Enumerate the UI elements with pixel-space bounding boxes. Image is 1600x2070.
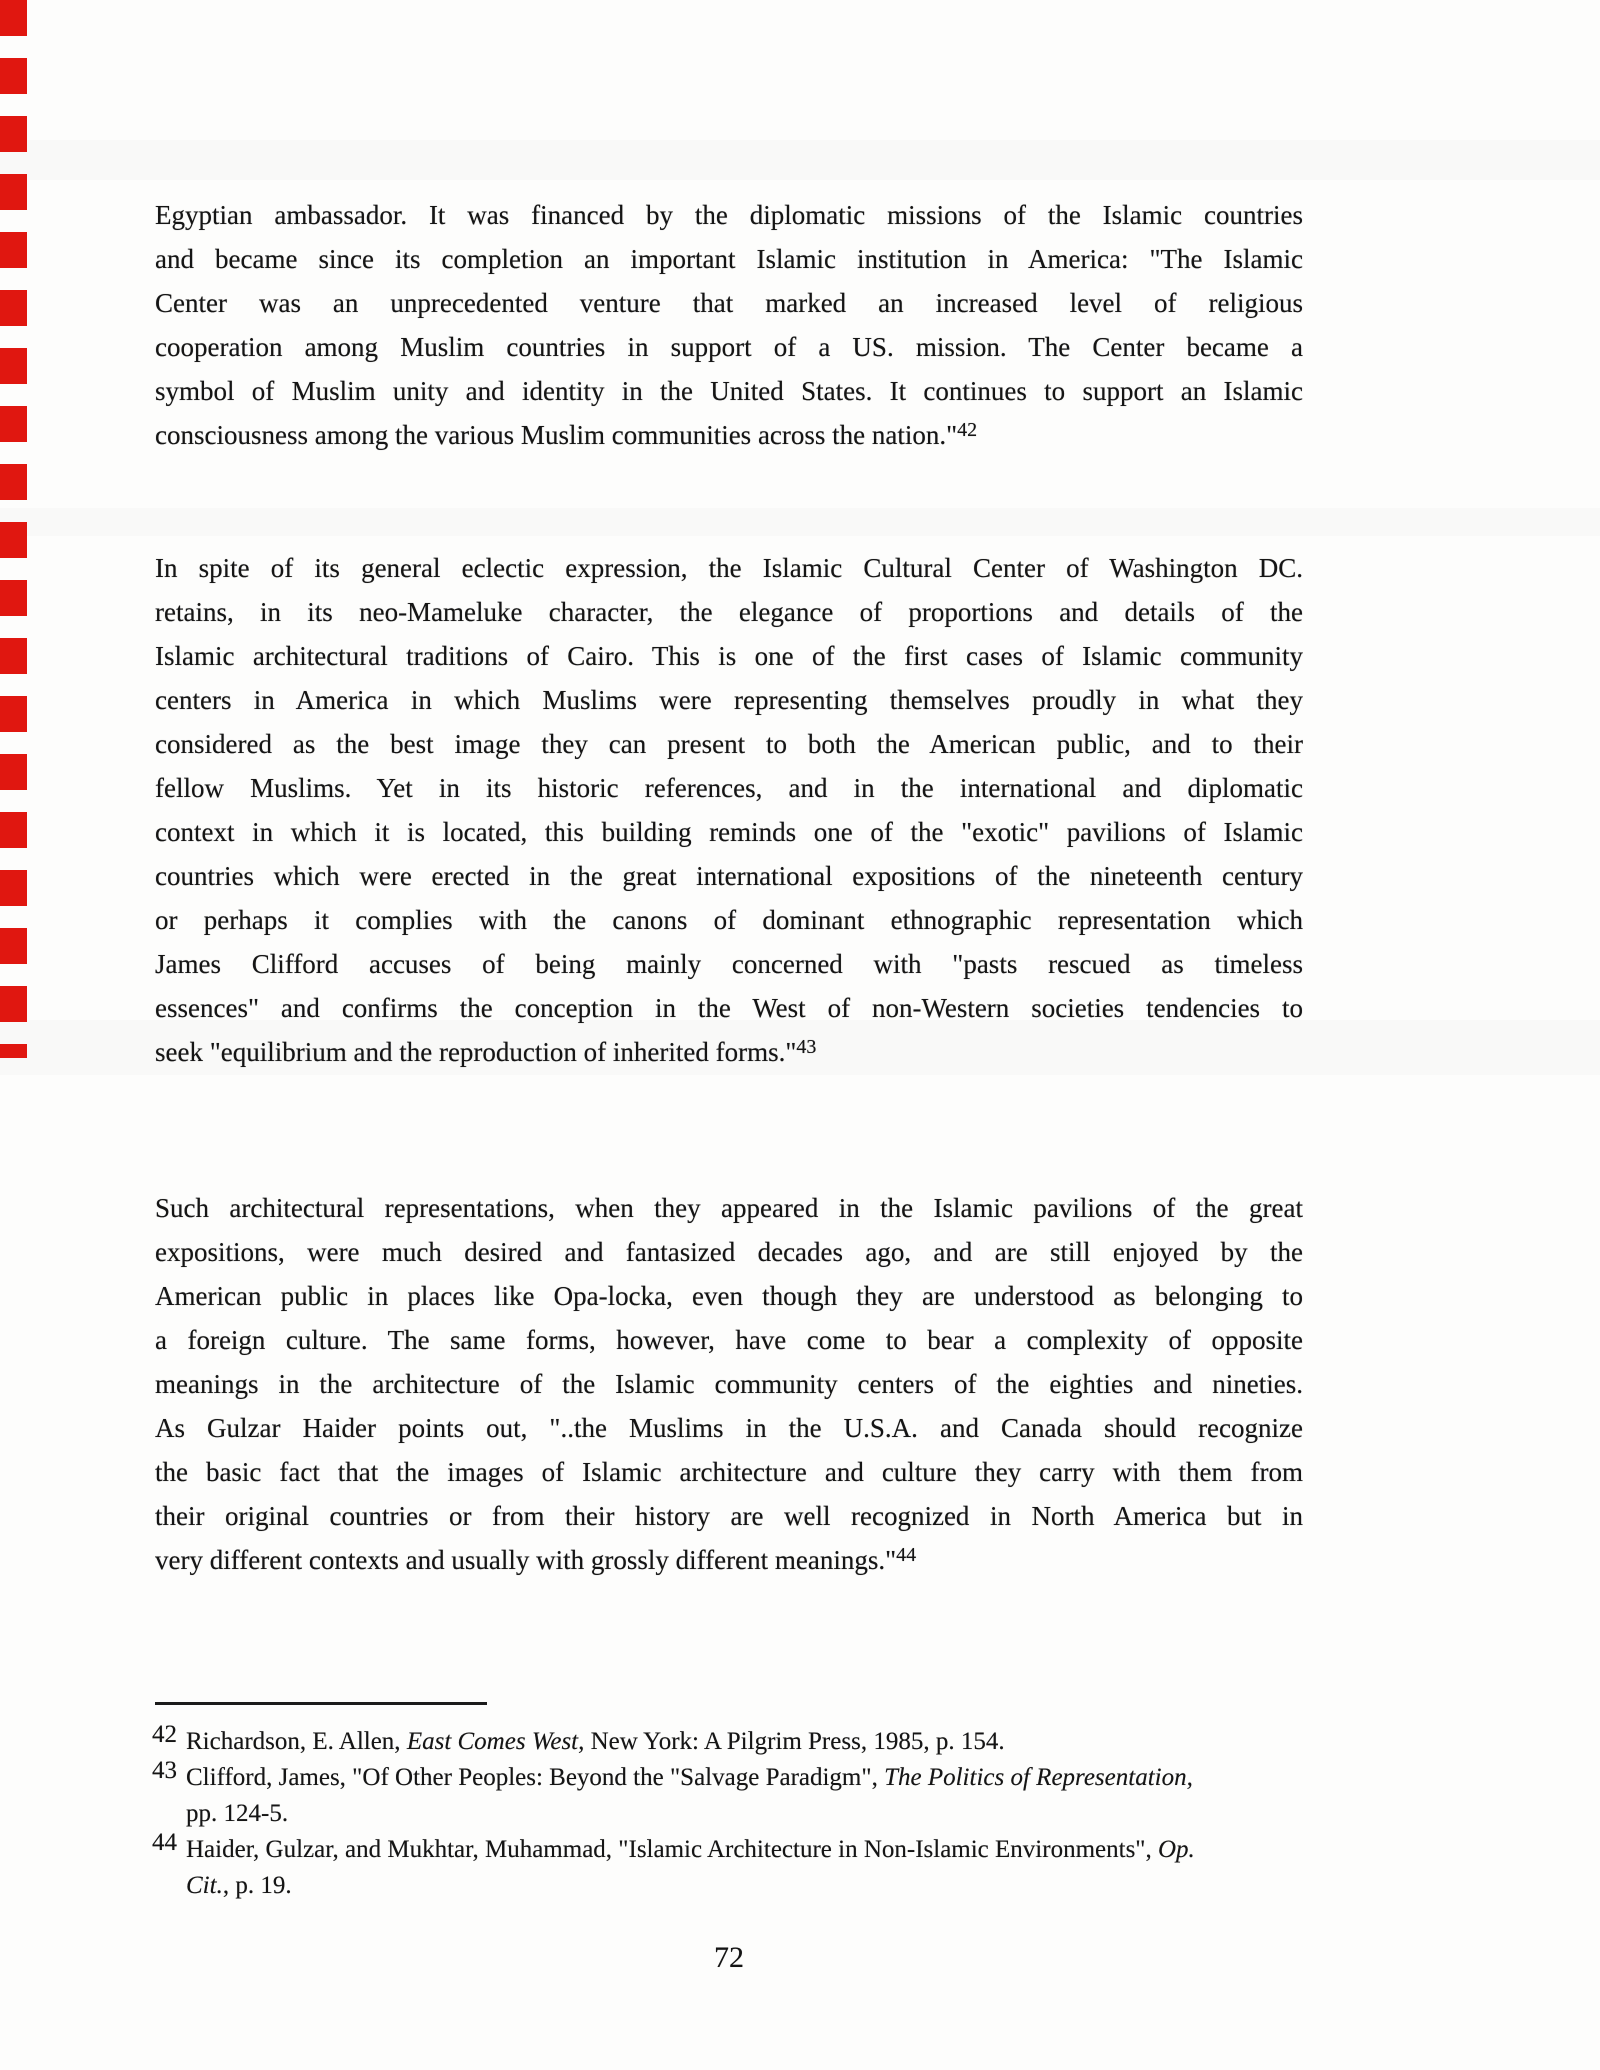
footnote-ref: 42: [957, 418, 978, 441]
text-line: [155, 1450, 1303, 1494]
text-segment: meanings in the architecture of the Islamic community centers of the eighties and nineties.: [155, 1369, 1303, 1399]
text-segment: pp. 124-5.: [186, 1800, 289, 1827]
footnote-number: 43: [152, 1757, 177, 1784]
text-segment: consciousness among the various Muslim communities across the nation.": [155, 420, 958, 450]
text-line: [155, 237, 1303, 281]
footnote-line: [186, 1724, 1317, 1760]
paragraph: [155, 546, 1303, 1074]
text-line: [155, 722, 1303, 766]
text-segment: East Comes West,: [406, 1728, 585, 1755]
text-segment: symbol of Muslim unity and identity in the United States. It continues to support an Islamic: [155, 376, 1303, 406]
scan-band: [0, 140, 1600, 180]
text-segment: Op.: [1158, 1836, 1195, 1863]
text-line: [155, 193, 1303, 237]
text-segment: Haider, Gulzar, and Mukhtar, Muhammad, "Islamic Architecture in Non-Islamic Environments",: [186, 1836, 1158, 1863]
footnote-separator: [155, 1702, 487, 1705]
text-line: [155, 325, 1303, 369]
text-segment: In spite of its general eclectic expression, the Islamic Cultural Center of Washington DC.: [155, 553, 1303, 583]
footnote-ref: 43: [796, 1035, 817, 1058]
text-segment: , p. 19.: [222, 1872, 292, 1899]
text-line: [155, 1186, 1303, 1230]
footnote-text: [186, 1832, 1317, 1904]
footnote: [152, 1829, 1317, 1904]
footnote-line: [186, 1796, 1317, 1832]
text-segment: Cit.: [186, 1872, 223, 1899]
text-segment: very different contexts and usually with grossly different meanings.": [155, 1545, 897, 1575]
text-line: [155, 1538, 1303, 1582]
text-segment: Clifford, James, "Of Other Peoples: Beyond the "Salvage Paradigm",: [186, 1764, 885, 1791]
text-segment: As Gulzar Haider points out, "..the Muslims in the U.S.A. and Canada should recognize: [155, 1413, 1303, 1443]
text-line: [155, 942, 1303, 986]
text-line: [155, 281, 1303, 325]
text-line: [155, 1030, 1303, 1074]
text-segment: Egyptian ambassador. It was financed by the diplomatic missions of the Islamic countries: [155, 200, 1303, 230]
text-line: [155, 1362, 1303, 1406]
text-line: [155, 590, 1303, 634]
text-segment: seek "equilibrium and the reproduction of inherited forms.": [155, 1037, 797, 1067]
text-segment: American public in places like Opa-locka, even though they are understood as belonging to: [155, 1281, 1303, 1311]
text-segment: Such architectural representations, when they appeared in the Islamic pavilions of the great: [155, 1193, 1303, 1223]
text-segment: cooperation among Muslim countries in support of a US. mission. The Center became a: [155, 332, 1303, 362]
text-line: [155, 1318, 1303, 1362]
text-segment: essences" and confirms the conception in the West of non-Western societies tendencies to: [155, 993, 1303, 1023]
footnote-text: [186, 1724, 1317, 1760]
text-line: [155, 546, 1303, 590]
text-line: [155, 898, 1303, 942]
footnotes: [152, 1721, 1317, 1904]
footnote-line: [186, 1760, 1317, 1796]
text-segment: centers in America in which Muslims were representing themselves proudly in what they: [155, 685, 1303, 715]
text-segment: expositions, were much desired and fantasized decades ago, and are still enjoyed by the: [155, 1237, 1303, 1267]
text-segment: a foreign culture. The same forms, however, have come to bear a complexity of opposite: [155, 1325, 1303, 1355]
footnote-number: 44: [152, 1829, 177, 1856]
text-segment: the basic fact that the images of Islamic architecture and culture they carry with them from: [155, 1457, 1303, 1487]
text-segment: their original countries or from their history are well recognized in North America but in: [155, 1501, 1303, 1531]
footnote-text: [186, 1760, 1317, 1832]
text-line: [155, 678, 1303, 722]
text-line: [155, 766, 1303, 810]
text-segment: or perhaps it complies with the canons of dominant ethnographic representation which: [155, 905, 1303, 935]
page-number: 72: [714, 1941, 744, 1974]
text-line: [155, 986, 1303, 1030]
text-line: [155, 634, 1303, 678]
text-segment: context in which it is located, this building reminds one of the "exotic" pavilions of Islamic: [155, 817, 1303, 847]
footnote-line: [186, 1868, 1317, 1904]
footnote-line: [186, 1832, 1317, 1868]
text-line: [155, 369, 1303, 413]
text-line: [155, 854, 1303, 898]
film-edge-marks: [0, 0, 27, 1058]
text-segment: Center was an unprecedented venture that marked an increased level of religious: [155, 288, 1303, 318]
text-segment: countries which were erected in the great international expositions of the nineteenth century: [155, 861, 1303, 891]
text-segment: and became since its completion an important Islamic institution in America: "The Islamic: [155, 244, 1303, 274]
text-line: [155, 1406, 1303, 1450]
text-line: [155, 1230, 1303, 1274]
text-segment: considered as the best image they can present to both the American public, and to their: [155, 729, 1303, 759]
paragraph: [155, 193, 1303, 457]
text-segment: New York: A Pilgrim Press, 1985, p. 154.: [584, 1728, 1005, 1755]
footnote-ref: 44: [896, 1543, 917, 1566]
text-segment: The Politics of Representation,: [884, 1764, 1193, 1791]
text-segment: Richardson, E. Allen,: [186, 1728, 407, 1755]
paragraph: [155, 1186, 1303, 1582]
text-segment: retains, in its neo-Mameluke character, the elegance of proportions and details of the: [155, 597, 1303, 627]
text-segment: fellow Muslims. Yet in its historic references, and in the international and diplomatic: [155, 773, 1303, 803]
body-text: [155, 193, 1303, 1582]
footnote: [152, 1757, 1317, 1832]
footnote-number: 42: [152, 1721, 177, 1748]
footnote: [152, 1721, 1317, 1760]
text-line: [155, 1274, 1303, 1318]
text-segment: Islamic architectural traditions of Cairo. This is one of the first cases of Islamic community: [155, 641, 1303, 671]
text-line: [155, 810, 1303, 854]
text-line: [155, 1494, 1303, 1538]
text-segment: James Clifford accuses of being mainly concerned with "pasts rescued as timeless: [155, 949, 1303, 979]
text-line: [155, 413, 1303, 457]
